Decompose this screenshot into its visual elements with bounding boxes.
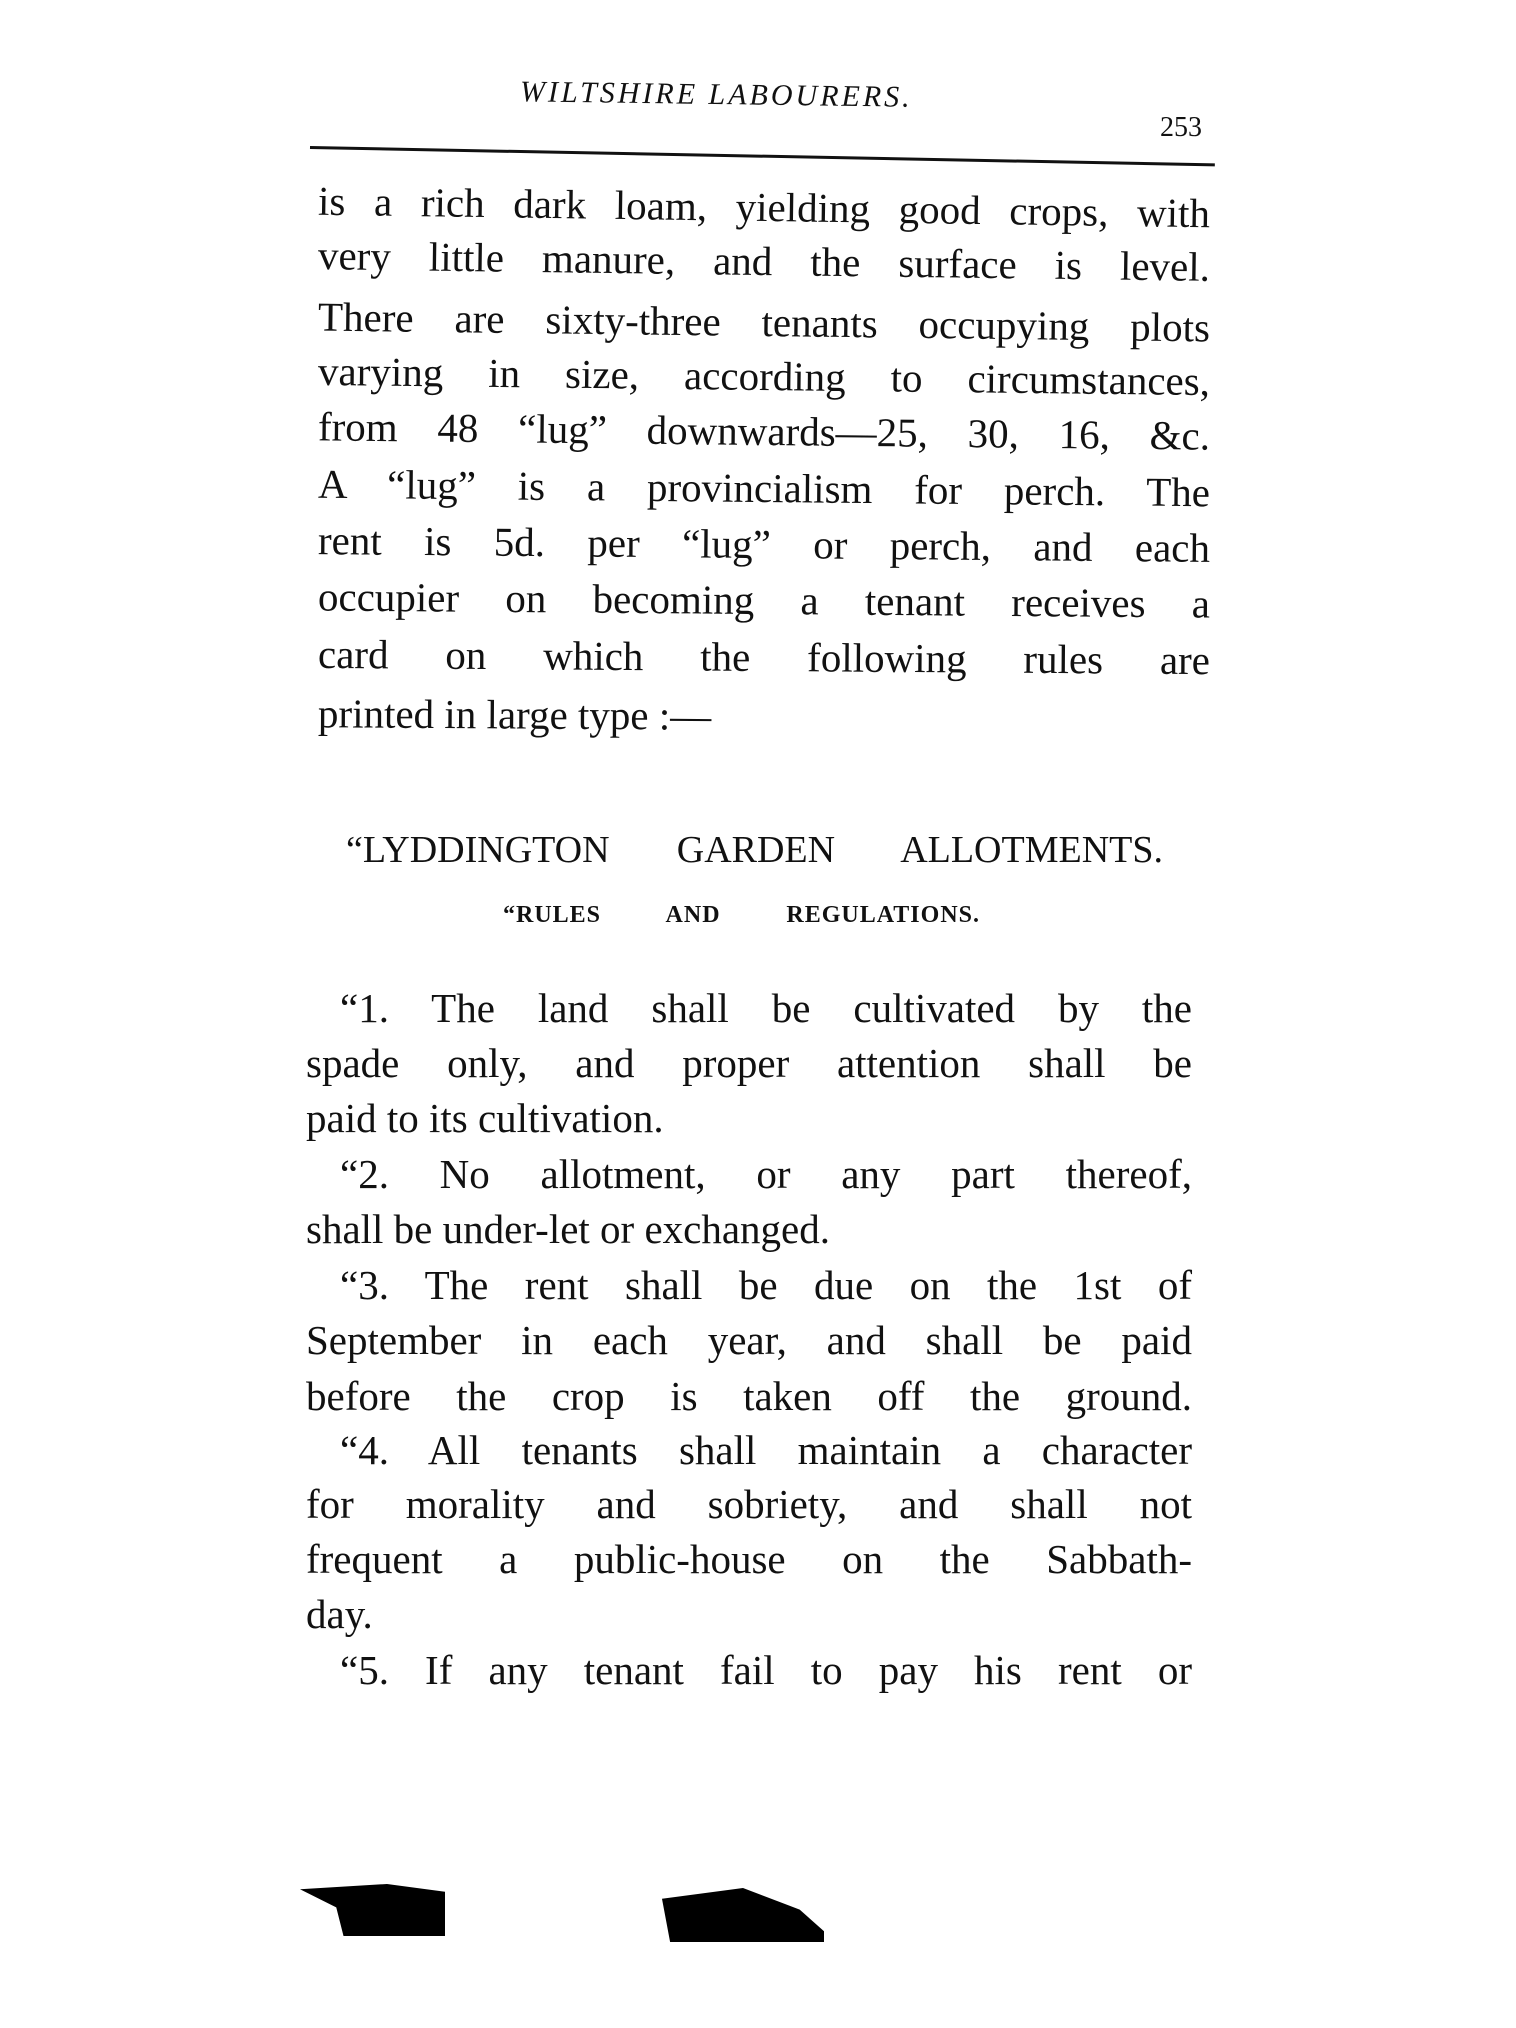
- card-title: “LYDDINGTON GARDEN ALLOTMENTS.: [346, 829, 1163, 871]
- ink-smudge-left: [300, 1884, 445, 1936]
- text-line: rent is 5d. per “lug” or perch, and each: [317, 517, 1211, 571]
- text-line: “3. The rent shall be due on the 1st of: [340, 1262, 1192, 1308]
- text-line: A “lug” is a provincialism for perch. The: [317, 460, 1211, 516]
- running-title: WILTSHIRE LABOURERS.: [519, 75, 913, 114]
- text-line: occupier on becoming a tenant receives a: [317, 573, 1211, 627]
- text-line: spade only, and proper attention shall be: [306, 1040, 1192, 1086]
- header-rule: [310, 146, 1215, 166]
- text-line: “2. No allotment, or any part thereof,: [340, 1151, 1192, 1197]
- ink-smudge-right: [662, 1888, 824, 1942]
- text-line: is a rich dark loam, yielding good crops, with: [317, 177, 1211, 237]
- text-line: shall be under-let or exchanged.: [306, 1206, 830, 1252]
- text-line: “1. The land shall be cultivated by the: [340, 985, 1192, 1031]
- text-line: There are sixty-three tenants occupying plots: [317, 293, 1211, 351]
- text-line: “5. If any tenant fail to pay his rent or: [340, 1647, 1192, 1693]
- text-line: card on which the following rules are: [317, 630, 1211, 684]
- text-line: very little manure, and the surface is level.: [317, 232, 1211, 290]
- text-line: printed in large type :—: [317, 690, 712, 739]
- page-number: 253: [1160, 112, 1202, 143]
- text-line: before the crop is taken off the ground.: [306, 1373, 1192, 1419]
- text-line: paid to its cultivation.: [306, 1095, 664, 1141]
- text-line: “4. All tenants shall maintain a character: [340, 1427, 1192, 1473]
- text-line: varying in size, according to circumstances,: [317, 347, 1211, 405]
- card-subtitle: “RULES AND REGULATIONS.: [503, 902, 980, 928]
- text-line: day.: [306, 1591, 373, 1637]
- text-line: frequent a public-house on the Sabbath-: [306, 1536, 1192, 1582]
- text-line: from 48 “lug” downwards—25, 30, 16, &c.: [317, 403, 1211, 459]
- text-line: for morality and sobriety, and shall not: [306, 1481, 1192, 1527]
- text-line: September in each year, and shall be paid: [306, 1317, 1192, 1363]
